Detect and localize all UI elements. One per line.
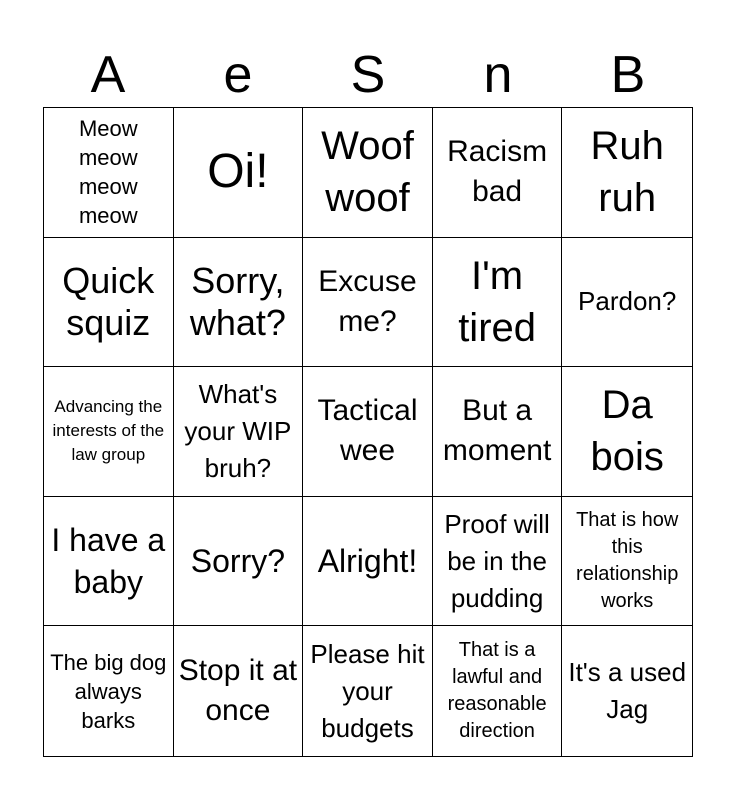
bingo-cell[interactable] (562, 497, 692, 627)
cell-text: Sorry? (190, 543, 286, 580)
cell-text: Racism bad (447, 135, 548, 209)
bingo-cell[interactable] (562, 108, 692, 238)
cell-text: Meow meow meow meow (78, 116, 138, 229)
bingo-cell[interactable] (433, 367, 563, 497)
cell-text: Oi! (207, 145, 269, 199)
cell-text: But a moment (442, 394, 552, 468)
cell-text: That is how this relationship works (576, 509, 679, 613)
cell-text: Advancing the interests of the law group (52, 397, 165, 465)
cell-text: Da bois (590, 383, 664, 480)
bingo-cell[interactable] (433, 238, 563, 368)
bingo-cell[interactable] (303, 367, 433, 497)
cell-text: The big dog always barks (50, 649, 167, 733)
bingo-cell[interactable] (44, 626, 174, 756)
bingo-cell[interactable] (44, 497, 174, 627)
bingo-cell[interactable] (174, 238, 304, 368)
cell-text: That is a lawful and reasonable direction (447, 639, 547, 743)
bingo-cell[interactable] (303, 497, 433, 627)
header-letter-5: B (610, 46, 646, 104)
bingo-cell[interactable] (44, 238, 174, 368)
cell-text: Stop it at once (178, 654, 298, 728)
bingo-board (43, 107, 693, 757)
bingo-cell[interactable] (174, 497, 304, 627)
bingo-cell[interactable] (562, 367, 692, 497)
bingo-cell[interactable] (44, 108, 174, 238)
header-letter-4: n (483, 46, 513, 104)
bingo-cell[interactable] (433, 626, 563, 756)
bingo-cell[interactable] (44, 367, 174, 497)
bingo-cell[interactable] (174, 108, 304, 238)
cell-text: Pardon? (578, 286, 677, 317)
cell-text: Ruh ruh (590, 124, 664, 221)
bingo-cell[interactable] (433, 108, 563, 238)
cell-text: Woof woof (321, 124, 414, 221)
cell-text: Sorry, what? (189, 259, 286, 343)
cell-text: Quick squiz (62, 259, 155, 343)
cell-text: Proof will be in the pudding (444, 508, 550, 613)
bingo-cell[interactable] (174, 626, 304, 756)
cell-text: What's your WIP bruh? (184, 378, 292, 483)
header-letter-2: e (223, 46, 253, 104)
bingo-cell[interactable] (174, 367, 304, 497)
bingo-cell[interactable] (303, 108, 433, 238)
bingo-cell[interactable] (303, 626, 433, 756)
cell-text: Alright! (317, 543, 418, 580)
cell-text: It's a used Jag (568, 657, 687, 725)
bingo-cell[interactable] (433, 497, 563, 627)
bingo-cell[interactable] (562, 238, 692, 368)
cell-text: Excuse me? (318, 264, 417, 338)
cell-text: Please hit your budgets (310, 638, 425, 743)
header-letter-1: A (90, 46, 126, 104)
cell-text: I'm tired (458, 253, 536, 350)
bingo-header (43, 44, 693, 106)
header-letter-3: S (350, 46, 386, 104)
cell-text: Tactical wee (317, 394, 418, 468)
bingo-cell[interactable] (562, 626, 692, 756)
bingo-cell[interactable] (303, 238, 433, 368)
cell-text: I have a baby (51, 522, 166, 601)
